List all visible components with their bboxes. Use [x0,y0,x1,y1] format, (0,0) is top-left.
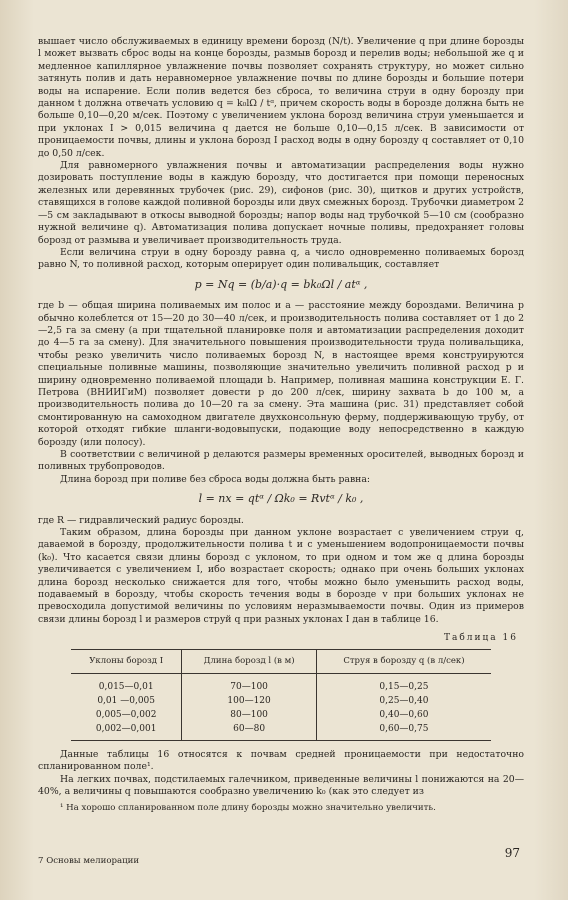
table-header-row [71,649,491,673]
table-header-length: Длина борозд l (в м) [182,649,317,673]
paragraph-1: вышает число обслуживаемых в единицу времени борозд (N/t). Увеличение q при длине борозды l может вызвать сброс воды на конце борозды, размыв борозд и перелив воды; небольшой же q и медленное капиллярное увлажнение почвы позволяет сохранять структуру, но может сильно затянуть полив и дать неравномерное увлажнение почвы по длине борозды и большие потери воды на испарение. Если полив ведется без сброса, то величина струи в одну борозду при данном t должна отвечать условию q = k₀lΩ / tᵅ, причем скорость воды в борозде должна быть не больше 0,10—0,20 м/сек. Поэтому с увеличением уклона борозд величина струи уменьшается и при уклонах I > 0,015 величина q дается не больше 0,10—0,15 л/сек. В зависимости от проницаемости почвы, длины и уклона борозд I расход воды в одну борозду q составляет от 0,10 до 0,50 л/сек. [38,36,524,159]
paragraph-4: где b — общая ширина поливаемых им полос и a — расстояние между бороздами. Величина p обычно колеблется от 15—20 до 30—40 л/сек, и производительность полива составляет от 1 до 2—2,5 га за смену (а при тщательной планировке поля и автоматизации распределения доходит до 4—5 га за смену). Для значительного повышения производительности труда поливальщика, чтобы резко увеличить число поливаемых борозд N, в настоящее время конструируются специальные поливные машины, позволяющие значительно увеличить поливной расход p и ширину одновременно поливаемой площади b. Например, поливная машина конструкции Е. Г. Петрова (ВНИИГиМ) позволяет довести p до 200 л/сек, ширину захвата b до 100 м, а производительность полива до 10—20 га за смену. Эта машина (рис. 31) представляет собой смонтированную на самоходном двигателе двухконсольную ферму, поддерживающую трубу, от которой отходят гибкие шланги-водовыпуски, подающие воду непосредственно в каждую борозду (или полосу). [38,300,524,448]
page-number: 97 [504,846,520,860]
body-text [38,36,524,814]
table-cell: 0,005—0,002 [95,709,157,720]
table-row [71,708,491,722]
printer-signature: 7 Основы мелиорации [38,856,140,866]
table-caption: Таблица 16 [444,633,518,644]
paragraph-6: Длина борозд при поливе без сброса воды должна быть равна: [60,473,371,485]
paragraph-9: Данные таблицы 16 относятся к почвам средней проницаемости при недостаточно спланированном поле¹. [38,748,524,773]
table-cell: 0,15—0,25 [316,673,491,694]
table-cell: 0,60—0,75 [316,722,491,741]
table-cell: 0,002—0,001 [71,722,182,741]
table-cell: 0,015—0,01 [98,681,154,692]
table-row [71,722,491,741]
table-row [71,673,491,694]
formula-l: l = nx = qtᵅ / Ωk₀ = Rvtᵅ / k₀ , [198,492,364,506]
paragraph-2: Для равномерного увлажнения почвы и автоматизации распределения воды нужно дозировать поступление воды в каждую борозду, что достигается при помощи переносных железных или деревянных трубочек (рис. 29), сифонов (рис. 30), щитков и других устройств, ставящихся в голове каждой поливной борозды или двух смежных борозд. Трубочки диаметром 2—5 см закладывают в откосы выводной борозды; напор воды над трубочкой 5—10 см (сообразно нужной величине q). Автоматизация полива допускает ночные поливы, предохраняет головы борозд от размыва и увеличивает производительность труда. [38,160,524,246]
table-cell: 80—100 [182,708,317,722]
table-row [71,694,491,708]
formula-p: p = Nq = (b/a)·q = bk₀Ωl / atᵅ , [194,277,368,291]
paragraph-5: В соответствии с величиной p делаются размеры временных оросителей, выводных борозд и поливных трубопроводов. [38,449,524,473]
paragraph-7: где R — гидравлический радиус борозды. [38,514,244,526]
slope-length-table [71,649,491,741]
paragraph-10: На легких почвах, подстилаемых галечником, приведенные величины l понижаются на 20—40%, а величины q повышаются сообразно увеличению k₀ (как это следует из [38,773,524,797]
table-cell: 70—100 [182,673,317,694]
table-cell: 0,25—0,40 [316,694,491,708]
table-cell: 100—120 [182,694,317,708]
table-cell: 0,40—0,60 [316,708,491,722]
table-cell: 0,01 —0,005 [97,695,155,706]
paragraph-3: Если величина струи в одну борозду равна q, а число одновременно поливаемых борозд равно N, то поливной расход, которым оперирует один поливальщик, составляет [38,246,524,271]
footnote: ¹ На хорошо спланированном поле длину борозды можно значительно увеличить. [60,803,436,814]
table-header-slope: Уклоны борозд I [71,649,182,673]
table-header-flow: Струя в борозду q (в л/сек) [316,649,491,673]
table-cell: 60—80 [182,722,317,741]
paragraph-8: Таким образом, длина борозды при данном уклоне возрастает с увеличением струи q, даваемой в борозду, продолжительности полива t и с уменьшением водопроницаемости почвы (k₀). Что касается связи длины борозд с уклоном, то при одном и том же q длина борозды увеличивается с увеличением I, ибо возрастает скорость; однако при очень больших уклонах длина борозд несколько снижается для того, чтобы можно было уменьшить расход воды, подаваемый в борозду, чтобы скорость течения воды в борозде v при больших уклонах не превосходила допустимой величины по условиям неразмываемости почвы. Один из примеров связи длины борозд l и размеров струй q при разных уклонах I дан в таблице 16. [38,527,524,625]
